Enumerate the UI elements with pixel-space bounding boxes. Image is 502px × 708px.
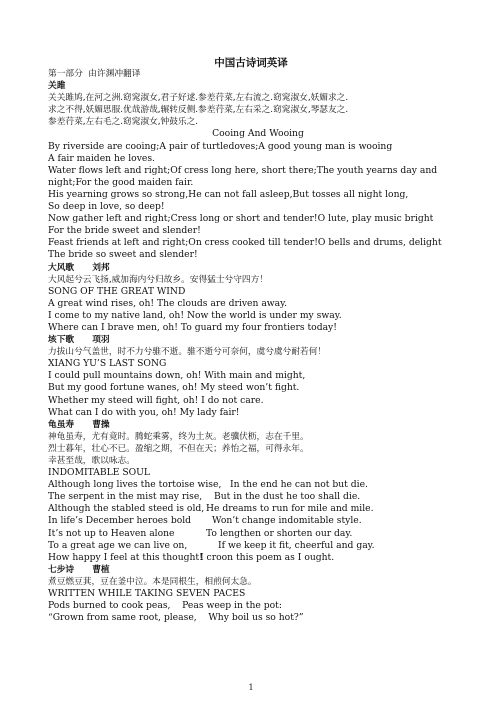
poem-cn-line: 力拔山兮气盖世，时不力兮骓不逝。骓不逝兮可奈何，虞兮虞兮耐若何！ [48, 347, 326, 358]
poem-cn-line: 大风起兮云飞扬,威加海内兮归故乡。安得猛士兮守四方！ [48, 274, 268, 285]
poem-heading-guanju: 关雎 [48, 81, 66, 92]
couplet-left: The serpent in the mist may rise, [48, 491, 203, 503]
page-number: 1 [248, 683, 254, 692]
poem-en-line: “Grown from same root, please, Why boil us so hot?” [48, 612, 304, 624]
poem-cn-line: 参差荇菜,左右毛之.窈窕淑女,钟鼓乐之. [48, 117, 199, 128]
couplet-right: Won’t change indomitable style. [212, 515, 362, 527]
poem-en-line: His yearning grows so strong,He can not fall asleep,But tosses all night long, [48, 188, 409, 200]
poem-en-line: Pods burned to cook peas, Peas weep in the pot: [48, 600, 282, 612]
poem-en-line: So deep in love, so deep! [48, 201, 165, 213]
document-title: 中国古诗词英译 [214, 57, 288, 69]
poem-cn-line: 烈士暮年，壮心不已。盈缩之期，不但在天；养怡之福，可得永年。 [48, 443, 309, 454]
poem-heading-qibu: 七步诗 曹植 [48, 564, 110, 575]
poem-en-title: WRITTEN WHILE TAKING SEVEN PACES [48, 588, 246, 600]
poem-en-line: A fair maiden he loves. [48, 152, 155, 164]
poem-en-line: I could pull mountains down, oh! With main and might, [48, 370, 306, 382]
couplet-right: In the end he can not but die. [230, 479, 368, 491]
poem-heading-guisui: 龟虽寿 曹操 [48, 419, 110, 430]
poem-en-line: Now gather left and right;Cress long or short and tender!O lute, play music bright [48, 213, 434, 225]
poem-en-line: I come to my native land, oh! Now the world is under my sway. [48, 309, 342, 321]
couplet-right: If we keep it fit, cheerful and gay. [218, 539, 375, 551]
poem-en-title: INDOMITABLE SOUL [48, 467, 151, 479]
couplet-right: But in the dust he too shall die. [214, 491, 361, 503]
poem-en-line: Feast friends at left and right;On cress cooked till tender!O bells and drums, delight [48, 237, 442, 249]
poem-en-title: XIANG YU’S LAST SONG [48, 358, 167, 370]
poem-cn-line: 煮豆燃豆萁，豆在釜中泣。本是同根生，相煎何太急。 [48, 576, 257, 587]
couplet-right: He dreams to run for mile and mile. [206, 503, 374, 515]
poem-cn-line: 神龟虽寿，尤有竟时。腾蛇乘雾，终为土灰。老骥伏枥，志在千里。 [48, 431, 309, 442]
poem-en-line: Whether my steed will fight, oh! I do not care. [48, 394, 264, 406]
couplet-left: In life’s December heroes bold [48, 515, 192, 527]
couplet-right: To lengthen or shorten our day. [206, 527, 353, 539]
poem-cn-line: 关关雎鸠,在河之洲.窈窕淑女,君子好逑.参差荇菜,左右流之.窈窕淑女,妖媚求之. [48, 93, 349, 104]
poem-en-line: Where can I brave men, oh! To guard my four frontiers today! [48, 321, 337, 333]
poem-en-couplet [48, 515, 468, 527]
poem-en-line: A great wind rises, oh! The clouds are driven away. [48, 297, 288, 309]
poem-en-line: Water flows left and right;Of cress long here, short there;The youth yearns day and night;For the good maiden fair. [48, 164, 438, 188]
couplet-left: How happy I feel at this thought! [48, 551, 203, 563]
poem-en-couplet [48, 503, 468, 515]
poem-cn-line: 幸甚至哉，歌以咏志。 [48, 456, 135, 466]
poem-en-couplet [48, 491, 468, 503]
couplet-left: To a great age we can live on, [48, 539, 188, 551]
document-body [48, 68, 468, 624]
poem-heading-dafeng: 大风歌 刘邦 [48, 262, 110, 273]
poem-en-title: SONG OF THE GREAT WIND [48, 285, 186, 297]
poem-en-couplet [48, 540, 468, 552]
poem-en-line: For the bride sweet and slender! [48, 225, 201, 237]
poem-en-line: What can I do with you, oh! My lady fair! [48, 406, 240, 418]
poem-heading-gaixia: 垓下歌 项羽 [48, 335, 110, 346]
poem-en-line: But my good fortune wanes, oh! My steed won’t fight. [48, 382, 300, 394]
couplet-left: Although long lives the tortoise wise, [48, 479, 222, 491]
poem-cn-line: 求之不得,妖媚思服.优哉游哉,辗转反侧.参差荇菜,左右采之.窈窕淑女,琴瑟友之. [48, 105, 349, 116]
poem-en-couplet [48, 479, 468, 491]
poem-en-line: By riverside are cooing;A pair of turtledoves;A good young man is wooing [48, 140, 393, 152]
part-heading: 第一部分 由许渊冲翻译 [48, 69, 141, 79]
poem-en-couplet [48, 552, 468, 564]
poem-en-couplet [48, 528, 468, 540]
couplet-left: Although the stabled steed is old, [48, 503, 205, 515]
couplet-left: It’s not up to Heaven alone [48, 527, 175, 539]
couplet-right: I croon this poem as I ought. [200, 551, 335, 563]
poem-en-line: The bride so sweet and slender! [48, 249, 198, 261]
poem-en-title: Cooing And Wooing [212, 128, 304, 140]
